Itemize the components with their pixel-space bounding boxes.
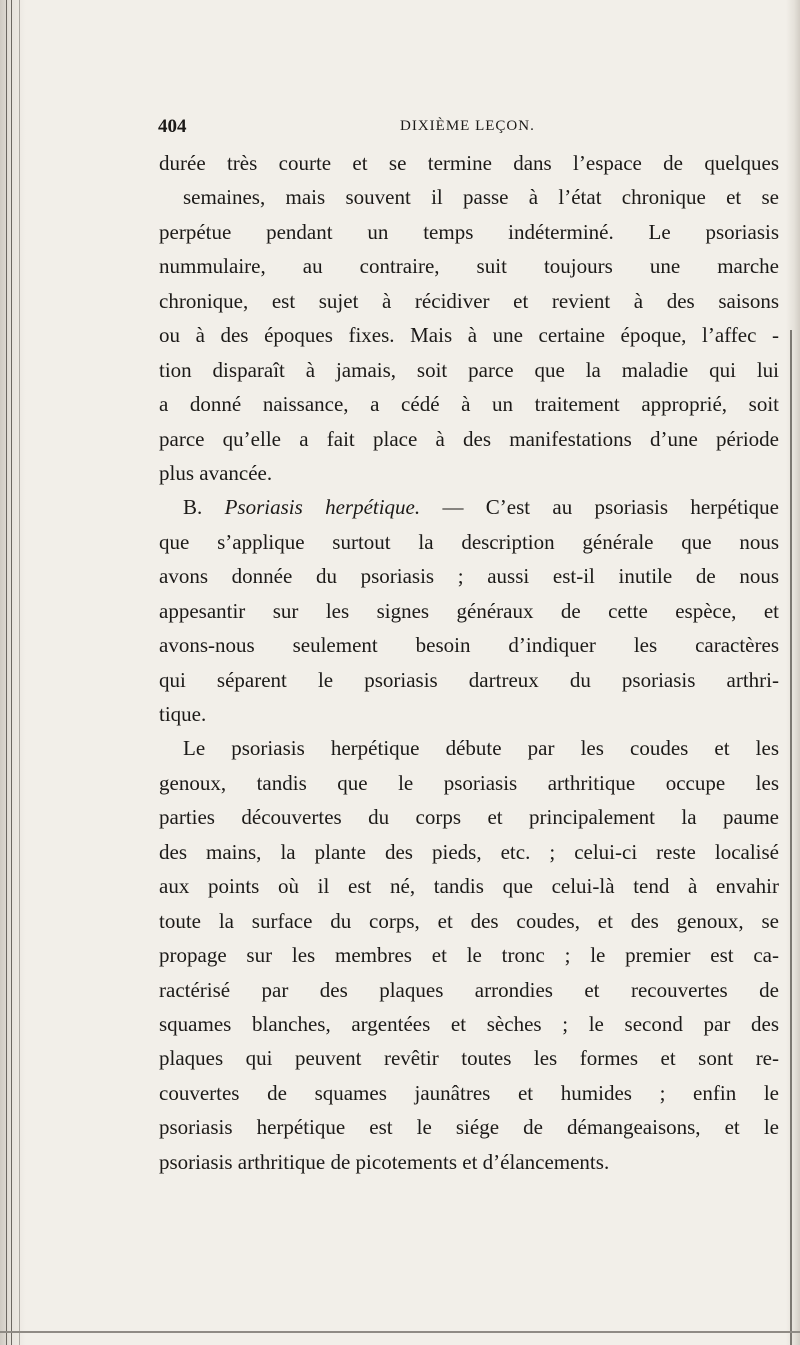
section-heading-line xyxy=(159,490,779,524)
text-line: ou à des époques fixes. Mais à une certaine époque, l’affec - xyxy=(159,323,779,348)
body-text xyxy=(159,146,779,1179)
page-header xyxy=(158,116,778,142)
paragraph xyxy=(159,146,779,490)
text-line: avons-nous seulement besoin d’indiquer les caractères xyxy=(159,633,779,658)
text-line: psoriasis arthritique de picotements et d’élancements. xyxy=(159,1149,610,1174)
page-bottom-edge xyxy=(0,1331,800,1333)
text-line: aux points où il est né, tandis que celui-là tend à envahir xyxy=(159,874,779,899)
text-line: ractérisé par des plaques arrondies et recouvertes de xyxy=(159,977,779,1002)
paragraph xyxy=(159,490,779,731)
text-line: Le psoriasis herpétique débute par les coudes et les xyxy=(183,736,779,761)
text-line: plus avancée. xyxy=(159,460,273,485)
page-number: 404 xyxy=(158,116,187,137)
text-line: tion disparaît à jamais, soit parce que la maladie qui lui xyxy=(159,357,779,382)
binding-line xyxy=(19,0,20,1345)
page-edge-line xyxy=(790,330,792,1345)
running-head: DIXIÈME LEÇON. xyxy=(400,118,535,134)
text-line: parce qu’elle a fait place à des manifestations d’une période xyxy=(159,426,779,451)
text-line: tique. xyxy=(159,702,207,726)
text-line: durée très courte et se termine dans l’espace de quelques xyxy=(159,151,779,175)
text-run: — C’est au psoriasis herpétique xyxy=(420,495,779,520)
paragraph xyxy=(159,731,779,1179)
text-line: toute la surface du corps, et des coudes, et des genoux, se xyxy=(159,908,779,933)
binding-line xyxy=(11,0,12,1345)
binding-line xyxy=(6,0,7,1345)
text-line: semaines, mais souvent il passe à l’état chronique et se xyxy=(183,185,779,210)
text-line: perpétue pendant un temps indéterminé. Le psoriasis xyxy=(159,219,779,244)
page-binding-shadow xyxy=(0,0,26,1345)
text-line: chronique, est sujet à récidiver et revient à des saisons xyxy=(159,288,779,313)
text-line: couvertes de squames jaunâtres et humides ; enfin le xyxy=(159,1080,779,1105)
text-line: nummulaire, au contraire, suit toujours une marche xyxy=(159,254,779,279)
text-line: parties découvertes du corps et principalement la paume xyxy=(159,805,779,830)
text-line: squames blanches, argentées et sèches ; le second par des xyxy=(159,1011,779,1036)
text-line: genoux, tandis que le psoriasis arthritique occupe les xyxy=(159,770,779,795)
text-line: appesantir sur les signes généraux de cette espèce, et xyxy=(159,598,779,623)
text-line: a donné naissance, a cédé à un traitement approprié, soit xyxy=(159,392,779,417)
text-line: psoriasis herpétique est le siége de démangeaisons, et le xyxy=(159,1115,779,1140)
text-line: des mains, la plante des pieds, etc. ; celui-ci reste localisé xyxy=(159,839,779,864)
text-line: propage sur les membres et le tronc ; le premier est ca- xyxy=(159,943,779,968)
text-line: que s’applique surtout la description générale que nous xyxy=(159,529,779,554)
page-edge-shadow xyxy=(786,0,800,1345)
section-title: Psoriasis herpétique. xyxy=(224,495,421,520)
section-label: B. xyxy=(183,495,225,520)
text-line: avons donnée du psoriasis ; aussi est-il inutile de nous xyxy=(159,564,779,589)
text-line: plaques qui peuvent revêtir toutes les formes et sont re- xyxy=(159,1046,779,1071)
text-line: qui séparent le psoriasis dartreux du psoriasis arthri- xyxy=(159,667,779,692)
